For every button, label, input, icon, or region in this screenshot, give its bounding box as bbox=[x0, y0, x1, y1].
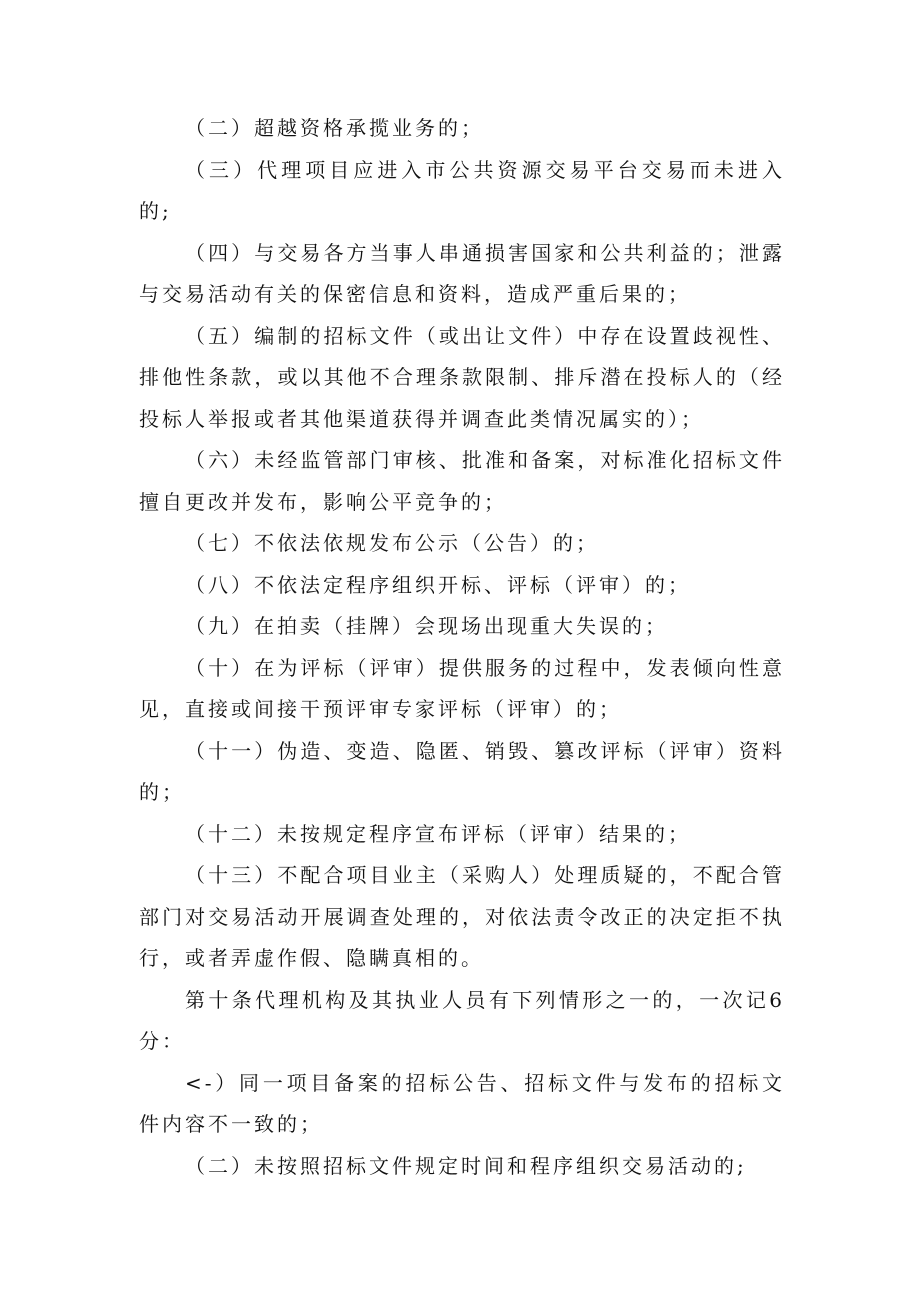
paragraph-item-10: （十）在为评标（评审）提供服务的过程中，发表倾向性意见，直接或间接干预评审专家评标（评审）的； bbox=[139, 655, 785, 721]
paragraph-item-1: <-）同一项目备案的招标公告、招标文件与发布的招标文件内容不一致的； bbox=[139, 1070, 785, 1136]
paragraph-item-7: （七）不依法依规发布公示（公告）的； bbox=[185, 531, 599, 555]
paragraph-item-3: （三）代理项目应进入市公共资源交易平台交易而未进入的; bbox=[139, 157, 785, 223]
paragraph-item-9: （九）在拍卖（挂牌）会现场出现重大失误的； bbox=[185, 614, 668, 638]
paragraph-item-2b: （二）未按照招标文件规定时间和程序组织交易活动的; bbox=[185, 1153, 747, 1178]
paragraph-item-5: （五）编制的招标文件（或出让文件）中存在设置歧视性、排他性条款，或以其他不合理条款限制、排斥潜在投标人的（经投标人举报或者其他渠道获得并调查此类情况属实的）； bbox=[139, 323, 785, 431]
article-heading-paragraph: 第十条代理机构及其执业人员有下列情形之一的，一次记6分： bbox=[139, 987, 785, 1053]
paragraph-item-2: （二）超越资格承揽业务的； bbox=[185, 116, 484, 140]
paragraph-item-13: （十三）不配合项目业主（采购人）处理质疑的，不配合管部门对交易活动开展调查处理的，对依法责令改正的决定拒不执行，或者弄虚作假、隐瞒真相的。 bbox=[139, 863, 785, 970]
paragraph-item-4: （四）与交易各方当事人串通损害国家和公共利益的；泄露与交易活动有关的保密信息和资料，造成严重后果的； bbox=[139, 240, 785, 306]
document-body bbox=[139, 108, 785, 1187]
paragraph-item-6: （六）未经监管部门审核、批准和备案，对标准化招标文件擅自更改并发布，影响公平竞争的； bbox=[139, 448, 785, 514]
paragraph-item-12: （十二）未按规定程序宣布评标（评审）结果的； bbox=[185, 821, 691, 846]
paragraph-item-11: （十一）伪造、变造、隐匿、销毁、篡改评标（评审）资料的； bbox=[139, 738, 785, 804]
paragraph-item-8: （八）不依法定程序组织开标、评标（评审）的； bbox=[185, 572, 691, 597]
